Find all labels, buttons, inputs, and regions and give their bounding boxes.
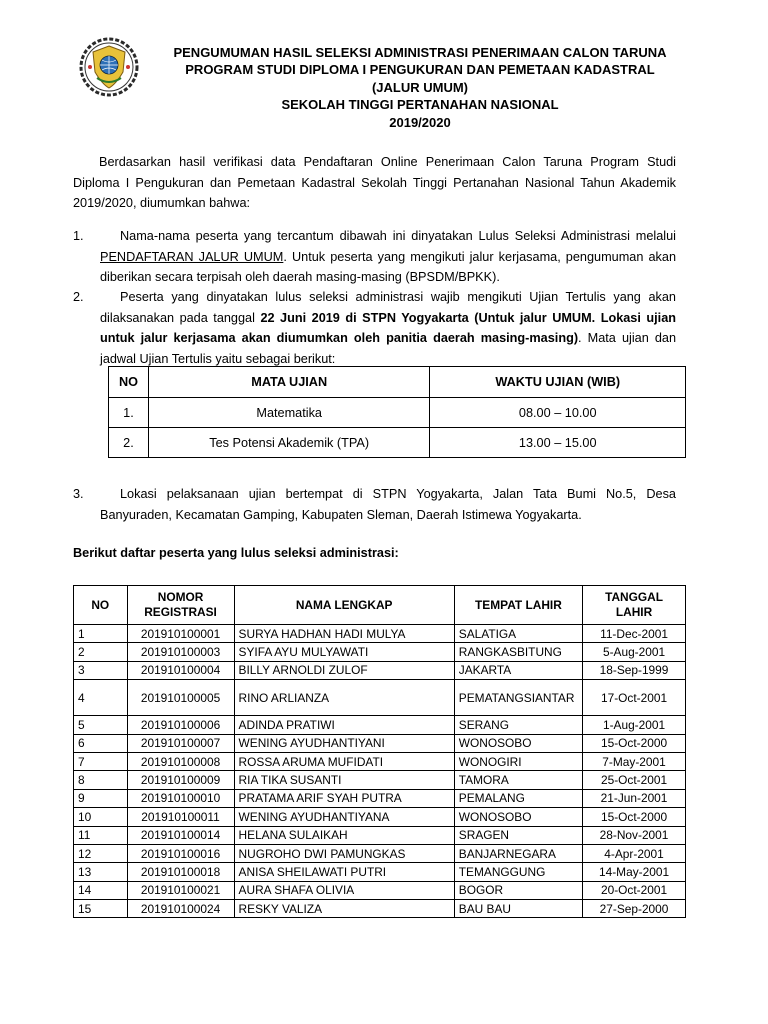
col-header-registration: NOMOR REGISTRASI (127, 586, 234, 625)
table-row: 11 201910100014 HELANA SULAIKAH SRAGEN 28-Nov-2001 (74, 826, 686, 844)
table-row: 4 201910100005 RINO ARLIANZA PEMATANGSIANTAR 17-Oct-2001 (74, 680, 686, 716)
item-3-number: 3. (73, 487, 84, 501)
participants-table (73, 585, 686, 918)
exam-header-subject: MATA UJIAN (148, 367, 430, 398)
table-row: 10 201910100011 WENING AYUDHANTIYANA WONOSOBO 15-Oct-2000 (74, 808, 686, 826)
exam-table-row: 2. Tes Potensi Akademik (TPA) 13.00 – 15.00 (109, 428, 686, 458)
item-3 (73, 484, 676, 525)
col-header-birthdate: TANGGAL LAHIR (583, 586, 686, 625)
exam-table-header (109, 367, 686, 398)
item-2-text: Peserta yang dinyatakan lulus seleksi administrasi wajib mengikuti Ujian Tertulis yang akan dilaksanakan pada tanggal 22 Juni 2019 di STPN Yogyakarta (Untuk jalur UMUM. Lokasi ujian untuk jalur kerjasama akan diumumkan oleh panitia daerah masing-masing). Mata ujian dan jadwal Ujian Tertulis yaitu sebagai berikut: (100, 290, 676, 366)
col-header-birthplace: TEMPAT LAHIR (454, 586, 582, 625)
exam-header-time: WAKTU UJIAN (WIB) (430, 367, 686, 398)
item-3-text: Lokasi pelaksanaan ujian bertempat di STPN Yogyakarta, Jalan Tata Bumi No.5, Desa Banyuraden, Kecamatan Gamping, Kabupaten Sleman, Daerah Istimewa Yogyakarta. (100, 487, 676, 522)
item-1-number: 1. (73, 229, 84, 243)
table-row: 14 201910100021 AURA SHAFA OLIVIA BOGOR 20-Oct-2001 (74, 881, 686, 899)
table-row: 9 201910100010 PRATAMA ARIF SYAH PUTRA PEMALANG 21-Jun-2001 (74, 789, 686, 807)
exam-date-emphasis: 22 Juni 2019 di STPN Yogyakarta (Untuk jalur UMUM. Lokasi ujian untuk jalur kerjasama akan diumumkan oleh panitia daerah masing-masing) (100, 310, 676, 345)
item-1 (73, 226, 676, 288)
jalur-umum-emphasis: PENDAFTARAN JALUR UMUM (100, 249, 284, 264)
col-header-name: NAMA LENGKAP (234, 586, 454, 625)
header-line-5: 2019/2020 (389, 114, 451, 130)
table-row: 8 201910100009 RIA TIKA SUSANTI TAMORA 25-Oct-2001 (74, 771, 686, 789)
stpn-logo (78, 36, 140, 98)
table-row: 1 201910100001 SURYA HADHAN HADI MULYA SALATIGA 11-Dec-2001 (74, 625, 686, 643)
participants-header-row (74, 586, 686, 625)
table-row: 2 201910100003 SYIFA AYU MULYAWATI RANGKASBITUNG 5-Aug-2001 (74, 643, 686, 661)
exam-table-row: 1. Matematika 08.00 – 10.00 (109, 398, 686, 428)
item-2-number: 2. (73, 290, 84, 304)
table-row: 15 201910100024 RESKY VALIZA BAU BAU 27-Sep-2000 (74, 900, 686, 918)
table-row: 13 201910100018 ANISA SHEILAWATI PUTRI TEMANGGUNG 14-May-2001 (74, 863, 686, 881)
exam-schedule-table (108, 366, 686, 458)
table-row: 5 201910100006 ADINDA PRATIWI SERANG 1-Aug-2001 (74, 716, 686, 734)
item-2 (73, 287, 676, 369)
table-row: 3 201910100004 BILLY ARNOLDI ZULOF JAKARTA 18-Sep-1999 (74, 661, 686, 679)
intro-paragraph: Berdasarkan hasil verifikasi data Pendaftaran Online Penerimaan Calon Taruna Program Studi Diploma I Pengukuran dan Pemetaan Kadastral Sekolah Tinggi Pertanahan Nasional Tahun Akademik 2019/2020, diumumkan bahwa: (73, 155, 676, 210)
item-1-text: Nama-nama peserta yang tercantum dibawah ini dinyatakan Lulus Seleksi Administrasi melalui PENDAFTARAN JALUR UMUM. Untuk peserta yang mengikuti jalur kerjasama, pengumuman akan diberikan secara terpisah oleh daerah masing-masing (BPSDM/BPKK). (100, 229, 676, 284)
header-line-2: PROGRAM STUDI DIPLOMA I PENGUKURAN DAN PEMETAAN KADASTRAL (185, 62, 655, 78)
announcement-header (150, 44, 690, 131)
exam-header-no: NO (109, 367, 149, 398)
header-line-1: PENGUMUMAN HASIL SELEKSI ADMINISTRASI PENERIMAAN CALON TARUNA (173, 45, 667, 60)
table-row: 6 201910100007 WENING AYUDHANTIYANI WONOSOBO 15-Oct-2000 (74, 734, 686, 752)
header-line-4: SEKOLAH TINGGI PERTANAHAN NASIONAL (281, 97, 559, 113)
participant-list-title: Berikut daftar peserta yang lulus seleksi administrasi: (73, 546, 399, 560)
col-header-no: NO (74, 586, 128, 625)
table-row: 12 201910100016 NUGROHO DWI PAMUNGKAS BANJARNEGARA 4-Apr-2001 (74, 844, 686, 862)
header-line-3: (JALUR UMUM) (371, 79, 469, 95)
table-row: 7 201910100008 ROSSA ARUMA MUFIDATI WONOGIRI 7-May-2001 (74, 752, 686, 770)
